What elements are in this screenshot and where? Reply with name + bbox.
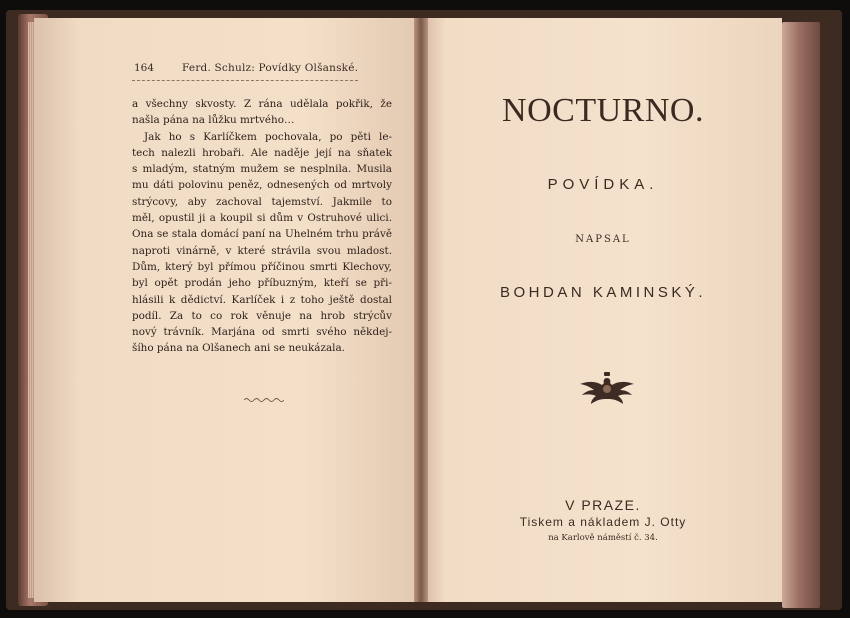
napsal-label: NAPSAL <box>575 234 631 245</box>
text-line: podíl. Za to co rok věnuje na hrob strýcův <box>132 309 392 322</box>
text-line: Jak ho s Karlíčkem pochovala, po pěti le- <box>144 130 392 143</box>
end-ornament <box>244 396 284 404</box>
left-page-text <box>132 96 392 357</box>
page-block-edge-right <box>782 22 820 608</box>
book-subtitle: POVÍDKA. <box>547 176 659 193</box>
imprint-printer: Tiskem a nákladem J. Otty <box>519 515 687 529</box>
text-line: mu dáti polovinu peněz, odnesených od mrtvoly <box>132 179 392 192</box>
eagle-printer-mark-icon <box>576 372 638 408</box>
text-line: s mladým, statným mužem se nesplnila. Musila <box>132 163 392 176</box>
imprint-address: na Karlově náměstí č. 34. <box>548 533 658 543</box>
text-line: Ona se stala domácí paní na Uhelném trhu právě <box>132 228 392 241</box>
author-name: BOHDAN KAMINSKÝ. <box>499 284 707 301</box>
text-line: strýcovy, aby zachoval tajemství. Jakmile to <box>132 195 392 208</box>
text-line: měl, opustil ji a koupil si dům v Ostruhové ulici. <box>132 212 392 225</box>
text-line: Dům, který byl přímou příčinou smrti Klechovy, <box>132 260 392 273</box>
text-line: našla pána na lůžku mrtvého… <box>132 114 295 127</box>
text-line: šího pána na Olšanech ani se neukázala. <box>132 342 345 355</box>
running-title: Ferd. Schulz: Povídky Olšanské. <box>182 62 359 74</box>
imprint-city: V PRAZE. <box>565 497 641 513</box>
book-title: NOCTURNO. <box>502 92 704 129</box>
text-line: naproti vinárně, v které strávila svou mladost. <box>132 244 392 257</box>
text-line: byl opět prodán jeho příbuzným, kteří se při- <box>132 277 392 290</box>
page-number: 164 <box>134 62 155 74</box>
text-line: nový trávník. Marjána od smrti svého někdej- <box>132 326 392 339</box>
text-line: tech nalezli hrobaři. Ale naděje její na sňatek <box>132 146 392 159</box>
text-line: hlásili k dědictví. Karlíček i z toho ještě dostal <box>132 293 392 306</box>
text-line: a všechny skvosty. Z rána udělala pokřik, že <box>132 98 392 110</box>
header-rule <box>132 80 358 81</box>
